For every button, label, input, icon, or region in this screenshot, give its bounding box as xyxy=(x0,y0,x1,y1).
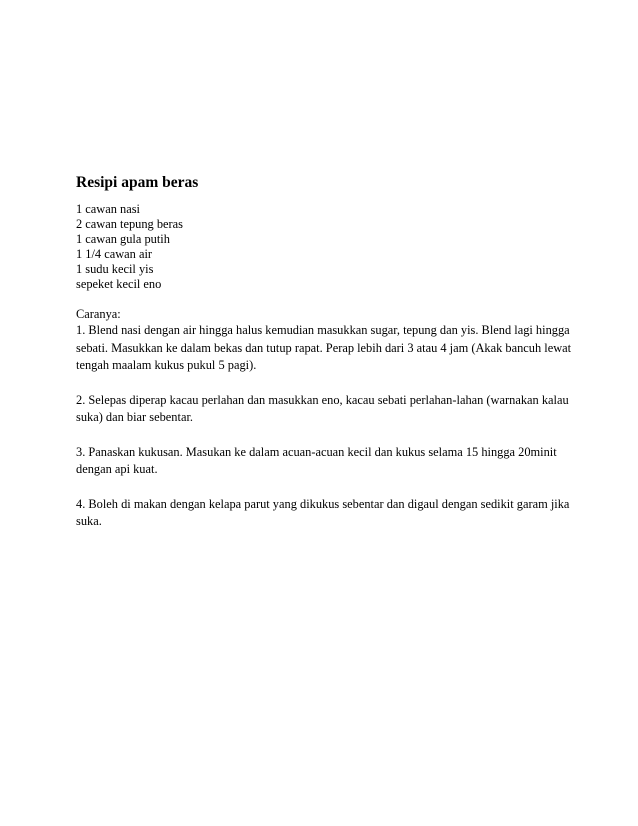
recipe-title: Resipi apam beras xyxy=(76,174,199,191)
method-label: Caranya: xyxy=(76,307,121,321)
method-step-3: 3. Panaskan kukusan. Masukan ke dalam acuan-acuan kecil dan kukus selama 15 hingga 20minit dengan api kuat. xyxy=(76,444,557,476)
method-step-2: 2. Selepas diperap kacau perlahan dan masukkan eno, kacau sebati perlahan-lahan (warnakan kalau suka) dan biar sebentar. xyxy=(76,392,569,424)
document-content xyxy=(76,172,576,531)
method-step-4: 4. Boleh di makan dengan kelapa parut yang dikukus sebentar dan digaul dengan sedikit garam jika suka. xyxy=(76,496,570,528)
ingredient-item: 1 cawan nasi xyxy=(76,202,140,216)
ingredient-item: 1 1/4 cawan air xyxy=(76,247,153,261)
method-step-1: 1. Blend nasi dengan air hingga halus kemudian masukkan sugar, tepung dan yis. Blend lagi hingga sebati. Masukkan ke dalam bekas dan tutup rapat. Perap lebih dari 3 atau 4 jam (Akak bancuh lewat tengah maalam kukus pukul 5 pagi). xyxy=(76,323,572,372)
ingredient-item: 1 cawan gula putih xyxy=(76,232,170,246)
ingredient-list xyxy=(76,202,576,292)
ingredient-item: sepeket kecil eno xyxy=(76,277,162,291)
ingredient-item: 2 cawan tepung beras xyxy=(76,217,183,231)
ingredient-item: 1 sudu kecil yis xyxy=(76,262,154,276)
